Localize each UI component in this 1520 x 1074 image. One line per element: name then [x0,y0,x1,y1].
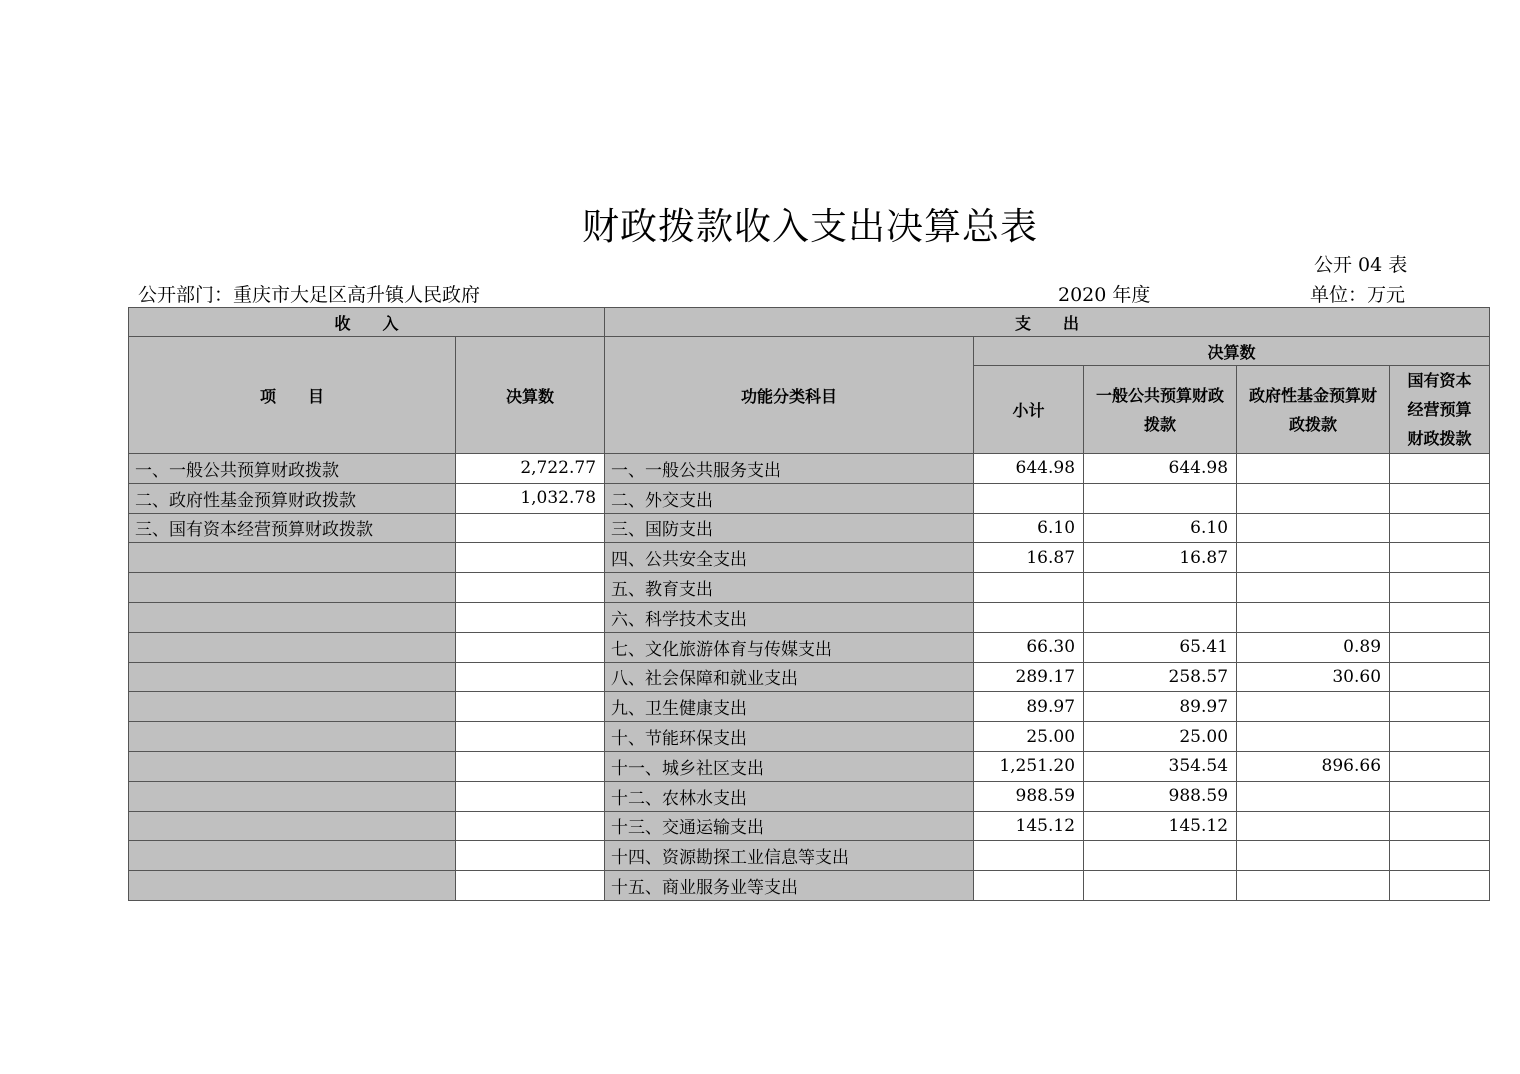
subject-cell: 三、国防支出 [605,513,974,543]
subtotal-cell: 16.87 [974,543,1084,573]
table-row [129,781,1490,811]
table-row [129,692,1490,722]
table-row [129,722,1490,752]
gov-fund-cell [1237,692,1390,722]
income-amount-cell [456,841,605,871]
general-budget-cell: 258.57 [1084,662,1237,692]
subtotal-cell: 988.59 [974,781,1084,811]
table-row [129,513,1490,543]
general-budget-cell [1084,871,1237,901]
state-capital-cell [1390,454,1490,484]
state-capital-cell [1390,632,1490,662]
subtotal-cell: 644.98 [974,454,1084,484]
state-capital-cell [1390,573,1490,603]
gov-fund-cell [1237,811,1390,841]
income-item-cell [129,602,456,632]
income-item-cell [129,543,456,573]
subtotal-cell [974,573,1084,603]
income-amount-cell: 1,032.78 [456,483,605,513]
page-title: 财政拨款收入支出决算总表 [582,205,1038,248]
subtotal-cell [974,602,1084,632]
income-amount-cell [456,543,605,573]
department-label: 公开部门：重庆市大足区高升镇人民政府 [138,284,481,306]
amount-header: 决算数 [456,337,605,454]
income-amount-cell [456,573,605,603]
income-item-cell [129,781,456,811]
income-item-cell: 三、国有资本经营预算财政拨款 [129,513,456,543]
table-row [129,454,1490,484]
income-header: 收 入 [129,308,605,337]
general-budget-cell: 644.98 [1084,454,1237,484]
income-amount-cell [456,602,605,632]
table-row [129,871,1490,901]
subject-cell: 五、教育支出 [605,573,974,603]
income-amount-cell [456,751,605,781]
state-capital-cell [1390,751,1490,781]
income-item-cell [129,871,456,901]
subject-cell: 一、一般公共服务支出 [605,454,974,484]
income-item-cell [129,722,456,752]
gov-fund-cell [1237,602,1390,632]
gov-fund-header: 政府性基金预算财政拨款 [1237,366,1390,454]
subtotal-cell: 289.17 [974,662,1084,692]
state-capital-header: 国有资本经营预算财政拨款 [1390,366,1490,454]
table-row [129,811,1490,841]
general-budget-cell: 16.87 [1084,543,1237,573]
income-item-cell: 一、一般公共预算财政拨款 [129,454,456,484]
func-subject-header: 功能分类科目 [605,337,974,454]
gov-fund-cell [1237,513,1390,543]
subject-cell: 十二、农林水支出 [605,781,974,811]
income-item-cell [129,811,456,841]
gov-fund-cell [1237,871,1390,901]
subject-cell: 四、公共安全支出 [605,543,974,573]
gov-fund-cell: 896.66 [1237,751,1390,781]
subtotal-cell: 145.12 [974,811,1084,841]
general-budget-cell: 988.59 [1084,781,1237,811]
state-capital-cell [1390,781,1490,811]
gov-fund-cell [1237,781,1390,811]
state-capital-cell [1390,692,1490,722]
gov-fund-cell [1237,483,1390,513]
state-capital-cell [1390,513,1490,543]
form-number: 公开 04 表 [1314,254,1408,276]
general-budget-cell: 6.10 [1084,513,1237,543]
income-amount-cell [456,871,605,901]
income-amount-cell [456,722,605,752]
gov-fund-cell: 30.60 [1237,662,1390,692]
income-amount-cell [456,513,605,543]
subtotal-cell: 1,251.20 [974,751,1084,781]
income-item-cell [129,662,456,692]
unit-label: 单位：万元 [1310,284,1406,306]
general-budget-cell: 25.00 [1084,722,1237,752]
subject-cell: 二、外交支出 [605,483,974,513]
subtotal-cell: 66.30 [974,632,1084,662]
table-row [129,483,1490,513]
subtotal-cell: 6.10 [974,513,1084,543]
subject-cell: 十、节能环保支出 [605,722,974,752]
state-capital-cell [1390,543,1490,573]
income-amount-cell [456,781,605,811]
gov-fund-cell [1237,722,1390,752]
subject-cell: 八、社会保障和就业支出 [605,662,974,692]
subtotal-cell [974,841,1084,871]
subtotal-cell [974,483,1084,513]
year-label: 2020 年度 [1058,284,1151,306]
general-budget-cell: 145.12 [1084,811,1237,841]
table-row [129,662,1490,692]
subtotal-cell: 25.00 [974,722,1084,752]
state-capital-cell [1390,811,1490,841]
subject-cell: 十四、资源勘探工业信息等支出 [605,841,974,871]
table-row [129,841,1490,871]
general-budget-header: 一般公共预算财政拨款 [1084,366,1237,454]
state-capital-cell [1390,722,1490,752]
gov-fund-cell [1237,543,1390,573]
subject-cell: 六、科学技术支出 [605,602,974,632]
income-amount-cell [456,662,605,692]
income-item-cell [129,751,456,781]
table-row [129,602,1490,632]
general-budget-cell [1084,602,1237,632]
gov-fund-cell [1237,841,1390,871]
subject-cell: 十五、商业服务业等支出 [605,871,974,901]
table-row [129,632,1490,662]
subject-cell: 七、文化旅游体育与传媒支出 [605,632,974,662]
state-capital-cell [1390,841,1490,871]
gov-fund-cell [1237,573,1390,603]
finance-table [128,307,1490,901]
table-row [129,543,1490,573]
general-budget-cell: 89.97 [1084,692,1237,722]
state-capital-cell [1390,662,1490,692]
state-capital-cell [1390,483,1490,513]
subject-cell: 十三、交通运输支出 [605,811,974,841]
income-item-cell [129,632,456,662]
general-budget-cell [1084,483,1237,513]
general-budget-cell [1084,573,1237,603]
income-item-cell [129,573,456,603]
income-item-cell [129,841,456,871]
income-amount-cell [456,692,605,722]
table-row [129,751,1490,781]
income-item-cell [129,692,456,722]
general-budget-cell: 354.54 [1084,751,1237,781]
subtotal-header: 小计 [974,366,1084,454]
subtotal-cell [974,871,1084,901]
general-budget-cell [1084,841,1237,871]
gov-fund-cell: 0.89 [1237,632,1390,662]
general-budget-cell: 65.41 [1084,632,1237,662]
income-amount-cell [456,811,605,841]
income-amount-cell: 2,722.77 [456,454,605,484]
subject-cell: 十一、城乡社区支出 [605,751,974,781]
subject-cell: 九、卫生健康支出 [605,692,974,722]
gov-fund-cell [1237,454,1390,484]
income-amount-cell [456,632,605,662]
table-row [129,573,1490,603]
state-capital-cell [1390,871,1490,901]
state-capital-cell [1390,602,1490,632]
final-amount-header: 决算数 [974,337,1490,366]
income-item-cell: 二、政府性基金预算财政拨款 [129,483,456,513]
expense-header: 支 出 [605,308,1490,337]
item-header: 项 目 [129,337,456,454]
subtotal-cell: 89.97 [974,692,1084,722]
